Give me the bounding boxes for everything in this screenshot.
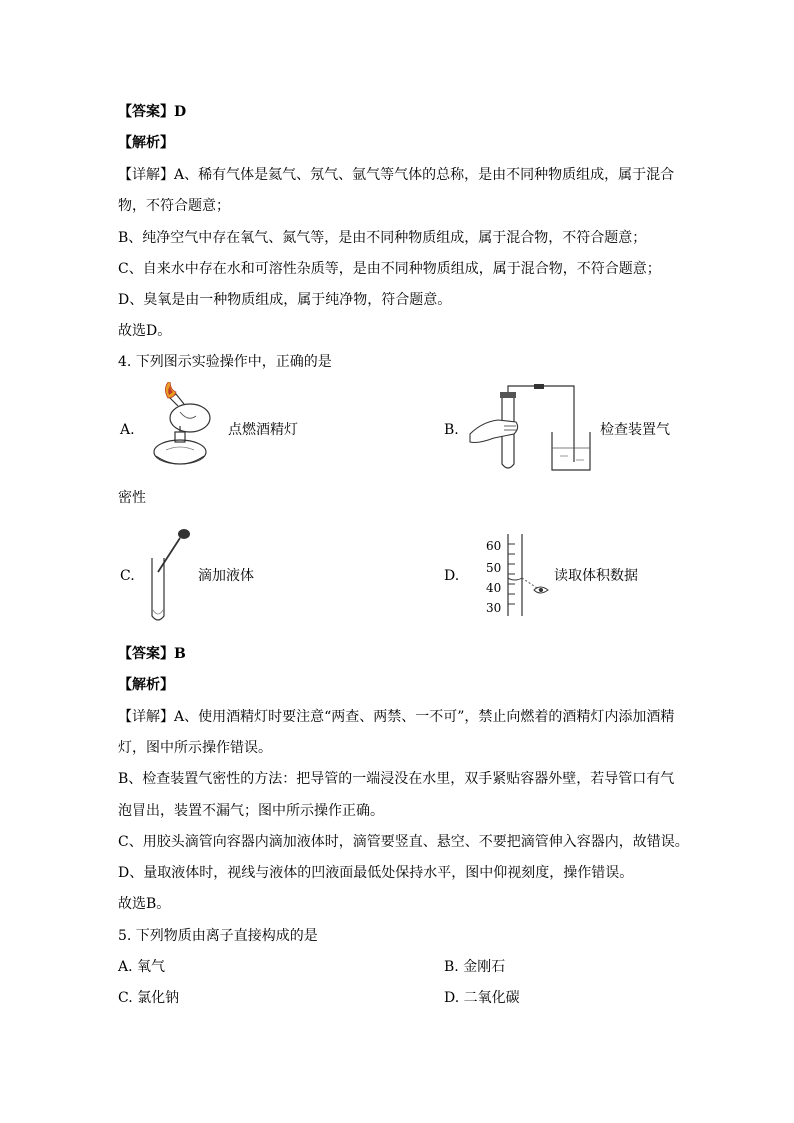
q4-choose: 故选B。 [118, 896, 171, 912]
q3-analysis-heading: 【解析】 [118, 135, 174, 151]
q3-detail-b: B、纯净空气中存在氧气、氮气等，是由不同种物质组成，属于混合物，不符合题意； [118, 230, 647, 246]
q3-detail-a-cont: 物，不符合题意； [118, 198, 230, 214]
q4-option-d-letter: D. [444, 568, 460, 584]
alcohol-lamp-figure [140, 382, 220, 468]
q4-detail-a: 【详解】A、使用酒精灯时要注意“两查、两禁、一不可”，禁止向燃着的酒精灯内添加酒精 [118, 709, 675, 725]
q4-detail-b-cont: 泡冒出，装置不漏气；图中所示操作正确。 [118, 803, 384, 819]
cylinder-tick-60: 60 [486, 539, 502, 553]
q5-option-a: A. 氧气 [118, 959, 166, 975]
q3-detail-a: 【详解】A、稀有气体是氦气、氖气、氩气等气体的总称，是由不同种物质组成，属于混合 [118, 167, 675, 183]
q3-answer: 【答案】D [118, 104, 187, 120]
q3-detail-d: D、臭氧是由一种物质组成，属于纯净物，符合题意。 [118, 292, 452, 308]
q4-option-a-text: 点燃酒精灯 [228, 422, 298, 438]
q5-option-d: D. 二氧化碳 [444, 990, 520, 1006]
q4-analysis-heading: 【解析】 [118, 677, 174, 693]
dropper-tube-figure [146, 528, 194, 624]
q4-option-c-letter: C. [120, 568, 135, 584]
q4-stem: 4. 下列图示实验操作中，正确的是 [118, 354, 332, 370]
q4-detail-a-cont: 灯，图中所示操作错误。 [118, 740, 272, 756]
cylinder-tick-30: 30 [486, 601, 502, 615]
q4-detail-d: D、量取液体时，视线与液体的凹液面最低处保持水平，图中仰视刻度，操作错误。 [118, 865, 634, 881]
q4-detail-c: C、用胶头滴管向容器内滴加液体时，滴管要竖直、悬空、不要把滴管伸入容器内，故错误。 [118, 834, 689, 850]
q5-option-b: B. 金刚石 [444, 959, 506, 975]
q3-detail-c: C、自来水中存在水和可溶性杂质等，是由不同种物质组成，属于混合物，不符合题意； [118, 261, 661, 277]
airtightness-check-figure [464, 384, 594, 474]
q4-answer: 【答案】B [118, 646, 186, 662]
cylinder-tick-40: 40 [486, 581, 502, 595]
q4-detail-b: B、检查装置气密性的方法：把导管的一端浸没在水里，双手紧贴容器外壁，若导管口有气 [118, 771, 675, 787]
q4-option-c-text: 滴加液体 [198, 568, 254, 584]
q5-option-c: C. 氯化钠 [118, 990, 180, 1006]
q4-option-b-letter: B. [444, 422, 459, 438]
q4-option-b-text-cont: 密性 [118, 490, 146, 506]
cylinder-tick-50: 50 [486, 561, 502, 575]
q5-stem: 5. 下列物质由离子直接构成的是 [118, 928, 318, 944]
q4-option-d-text: 读取体积数据 [554, 568, 638, 584]
q4-option-b-text: 检查装置气 [600, 422, 670, 438]
q4-option-a-letter: A. [120, 422, 135, 438]
q3-choose: 故选D。 [118, 323, 172, 339]
